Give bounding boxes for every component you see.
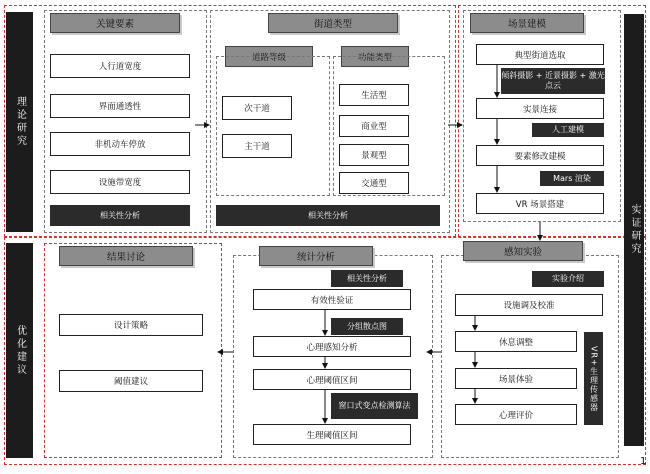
scene-note: Mars 渲染: [540, 171, 604, 186]
scene-note: 人工建模: [532, 123, 604, 137]
key-element-item: 人行道宽度: [50, 54, 190, 78]
key-element-item: 界面通透性: [50, 94, 190, 118]
function-type-item: 交通型: [339, 172, 409, 194]
stats-step: 有效性验证: [253, 289, 411, 310]
experiment-intro: 实验介绍: [532, 271, 604, 287]
key-element-item: 设施带宽度: [50, 170, 190, 194]
road-level-header: 道路等级: [225, 46, 313, 67]
scene-step: 典型街道选取: [476, 44, 604, 65]
function-type-header: 功能类型: [341, 46, 409, 67]
vr-sensor-note: VR+生理传感器: [584, 332, 603, 425]
perception-step: 休息调整: [455, 331, 577, 352]
stats-note: 窗口式变点检测算法: [331, 393, 418, 419]
results-item: 阈值建议: [59, 370, 203, 392]
key-element-item: 非机动车停放: [50, 132, 190, 156]
scene-modeling-header: 场景建模: [470, 13, 584, 33]
perception-step: 心理评价: [455, 404, 577, 425]
side-label-empirical: 实证研究: [624, 14, 644, 446]
results-item: 设计策略: [59, 314, 203, 336]
scene-step: 要素修改建模: [476, 145, 604, 166]
key-elements-header: 关键要素: [50, 13, 180, 33]
perception-step: 场景体验: [455, 368, 577, 389]
page-number: 1: [640, 456, 647, 467]
function-type-item: 景观型: [339, 144, 409, 166]
street-type-header: 街道类型: [268, 13, 398, 33]
perception-header: 感知实验: [463, 241, 583, 261]
scene-note: 倾斜摄影 + 近景摄影 + 激光点云: [501, 68, 605, 94]
road-level-item: 次干道: [222, 96, 292, 120]
stats-step: 心理阈值区间: [253, 369, 411, 390]
statistics-header: 统计分析: [259, 246, 373, 266]
scene-step: 实景连接: [476, 98, 604, 119]
road-level-item: 主干道: [222, 134, 292, 158]
stats-step: 生理阈值区间: [253, 424, 411, 445]
street-type-correlation: 相关性分析: [216, 205, 440, 226]
scene-step: VR 场景搭建: [476, 193, 604, 214]
results-header: 结果讨论: [59, 246, 193, 266]
key-elements-correlation: 相关性分析: [50, 205, 190, 226]
stats-note: 分组散点图: [331, 318, 403, 335]
side-label-theory: 理论研究: [6, 12, 33, 232]
function-type-item: 商业型: [339, 115, 409, 137]
perception-step: 设施调及校准: [455, 294, 603, 316]
side-label-optimization: 优化建议: [6, 243, 33, 458]
stats-note: 相关性分析: [331, 270, 403, 287]
stats-step: 心理感知分析: [253, 336, 411, 357]
function-type-item: 生活型: [339, 84, 409, 106]
